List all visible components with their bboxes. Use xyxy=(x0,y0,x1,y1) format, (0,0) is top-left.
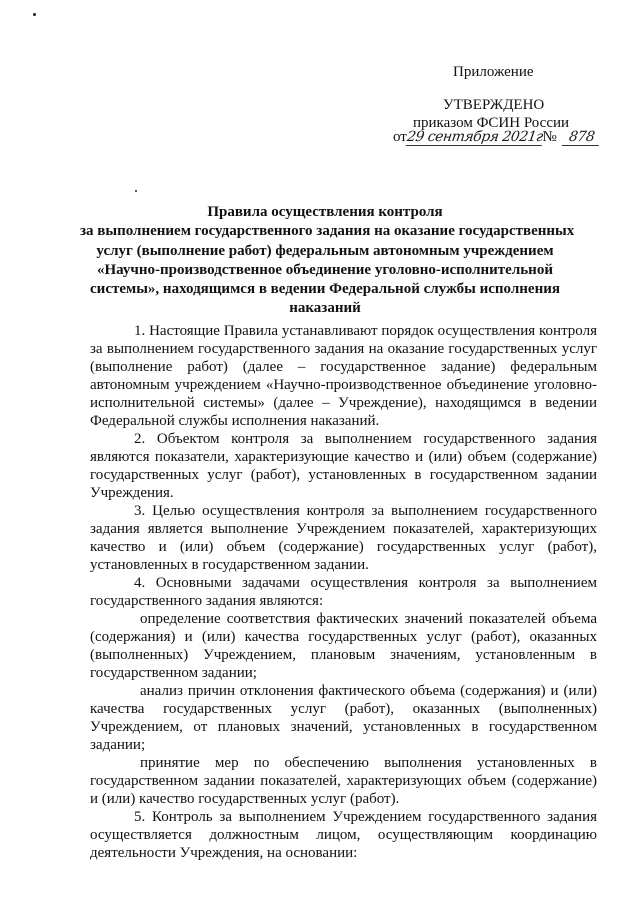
title-line: за выполнением государственного задания на оказание государственных xyxy=(80,223,575,240)
order-date-number xyxy=(393,129,600,146)
scan-speck xyxy=(33,13,36,16)
scan-speck xyxy=(135,190,137,192)
task-item-3: принятие мер по обеспечению выполнения установленных в государственном задании показателей, характеризующих объем (содержание) и (или) качество государственных услуг (работ). xyxy=(90,755,597,807)
paragraph-3: 3. Целью осуществления контроля за выполнением государственного задания является выполнение Учреждением показателей, характеризующих качество и (или) объем (содержание) государственных услуг (работ), установленных в государственном задании. xyxy=(90,503,597,573)
handwritten-date: 29 сентября 2021г xyxy=(405,129,544,145)
title-line: наказаний xyxy=(289,300,361,317)
paragraph-4: 4. Основными задачами осуществления контроля за выполнением государственного задания являются: xyxy=(90,575,597,609)
title-line: системы», находящимся в ведении Федеральной службы исполнения xyxy=(90,281,560,298)
approved-label: УТВЕРЖДЕНО xyxy=(443,97,545,113)
document-body xyxy=(90,322,597,862)
task-item-1: определение соответствия фактических значений показателей объема (содержания) и (или) качества государственных услуг (работ), оказанных (выполненных) Учреждением, плановым значениям, установленным в государственном задании; xyxy=(90,611,597,681)
appendix-label: Приложение xyxy=(453,64,534,80)
approved-by-order: приказом ФСИН России xyxy=(413,115,570,131)
title-line: «Научно-производственное объединение уголовно-исполнительной xyxy=(97,261,553,278)
document-title xyxy=(80,203,575,319)
title-line: Правила осуществления контроля xyxy=(207,204,443,220)
paragraph-5: 5. Контроль за выполнением Учреждением государственного задания осуществляется должностным лицом, осуществляющим координацию деятельности Учреждения, на основании: xyxy=(90,809,597,861)
number-prefix: № xyxy=(542,129,557,145)
paragraph-2: 2. Объектом контроля за выполнением государственного задания являются показатели, характеризующие качество и (или) объем (содержание) государственных услуг (работ), установленных в государственном задании Учреждения. xyxy=(90,431,597,501)
paragraph-1: 1. Настоящие Правила устанавливают порядок осуществления контроля за выполнением государственного задания на оказание государственных услуг (выполнение работ) (далее – государственное задание) федеральным автономным учреждением «Научно-производственное объединение уголовно-исполнительной системы» (далее – Учреждение), находящимся в ведении Федеральной службы исполнения наказаний. xyxy=(90,323,597,429)
title-line: услуг (выполнение работ) федеральным автономным учреждением xyxy=(96,242,554,259)
date-prefix: от xyxy=(393,129,407,145)
task-item-2: анализ причин отклонения фактического объема (содержания) и (или) качества государственных услуг (работ), оказанных (выполненных) Учреждением, от плановых значений, установленных в государственном задании; xyxy=(90,683,597,753)
handwritten-number: 878 xyxy=(562,129,602,146)
